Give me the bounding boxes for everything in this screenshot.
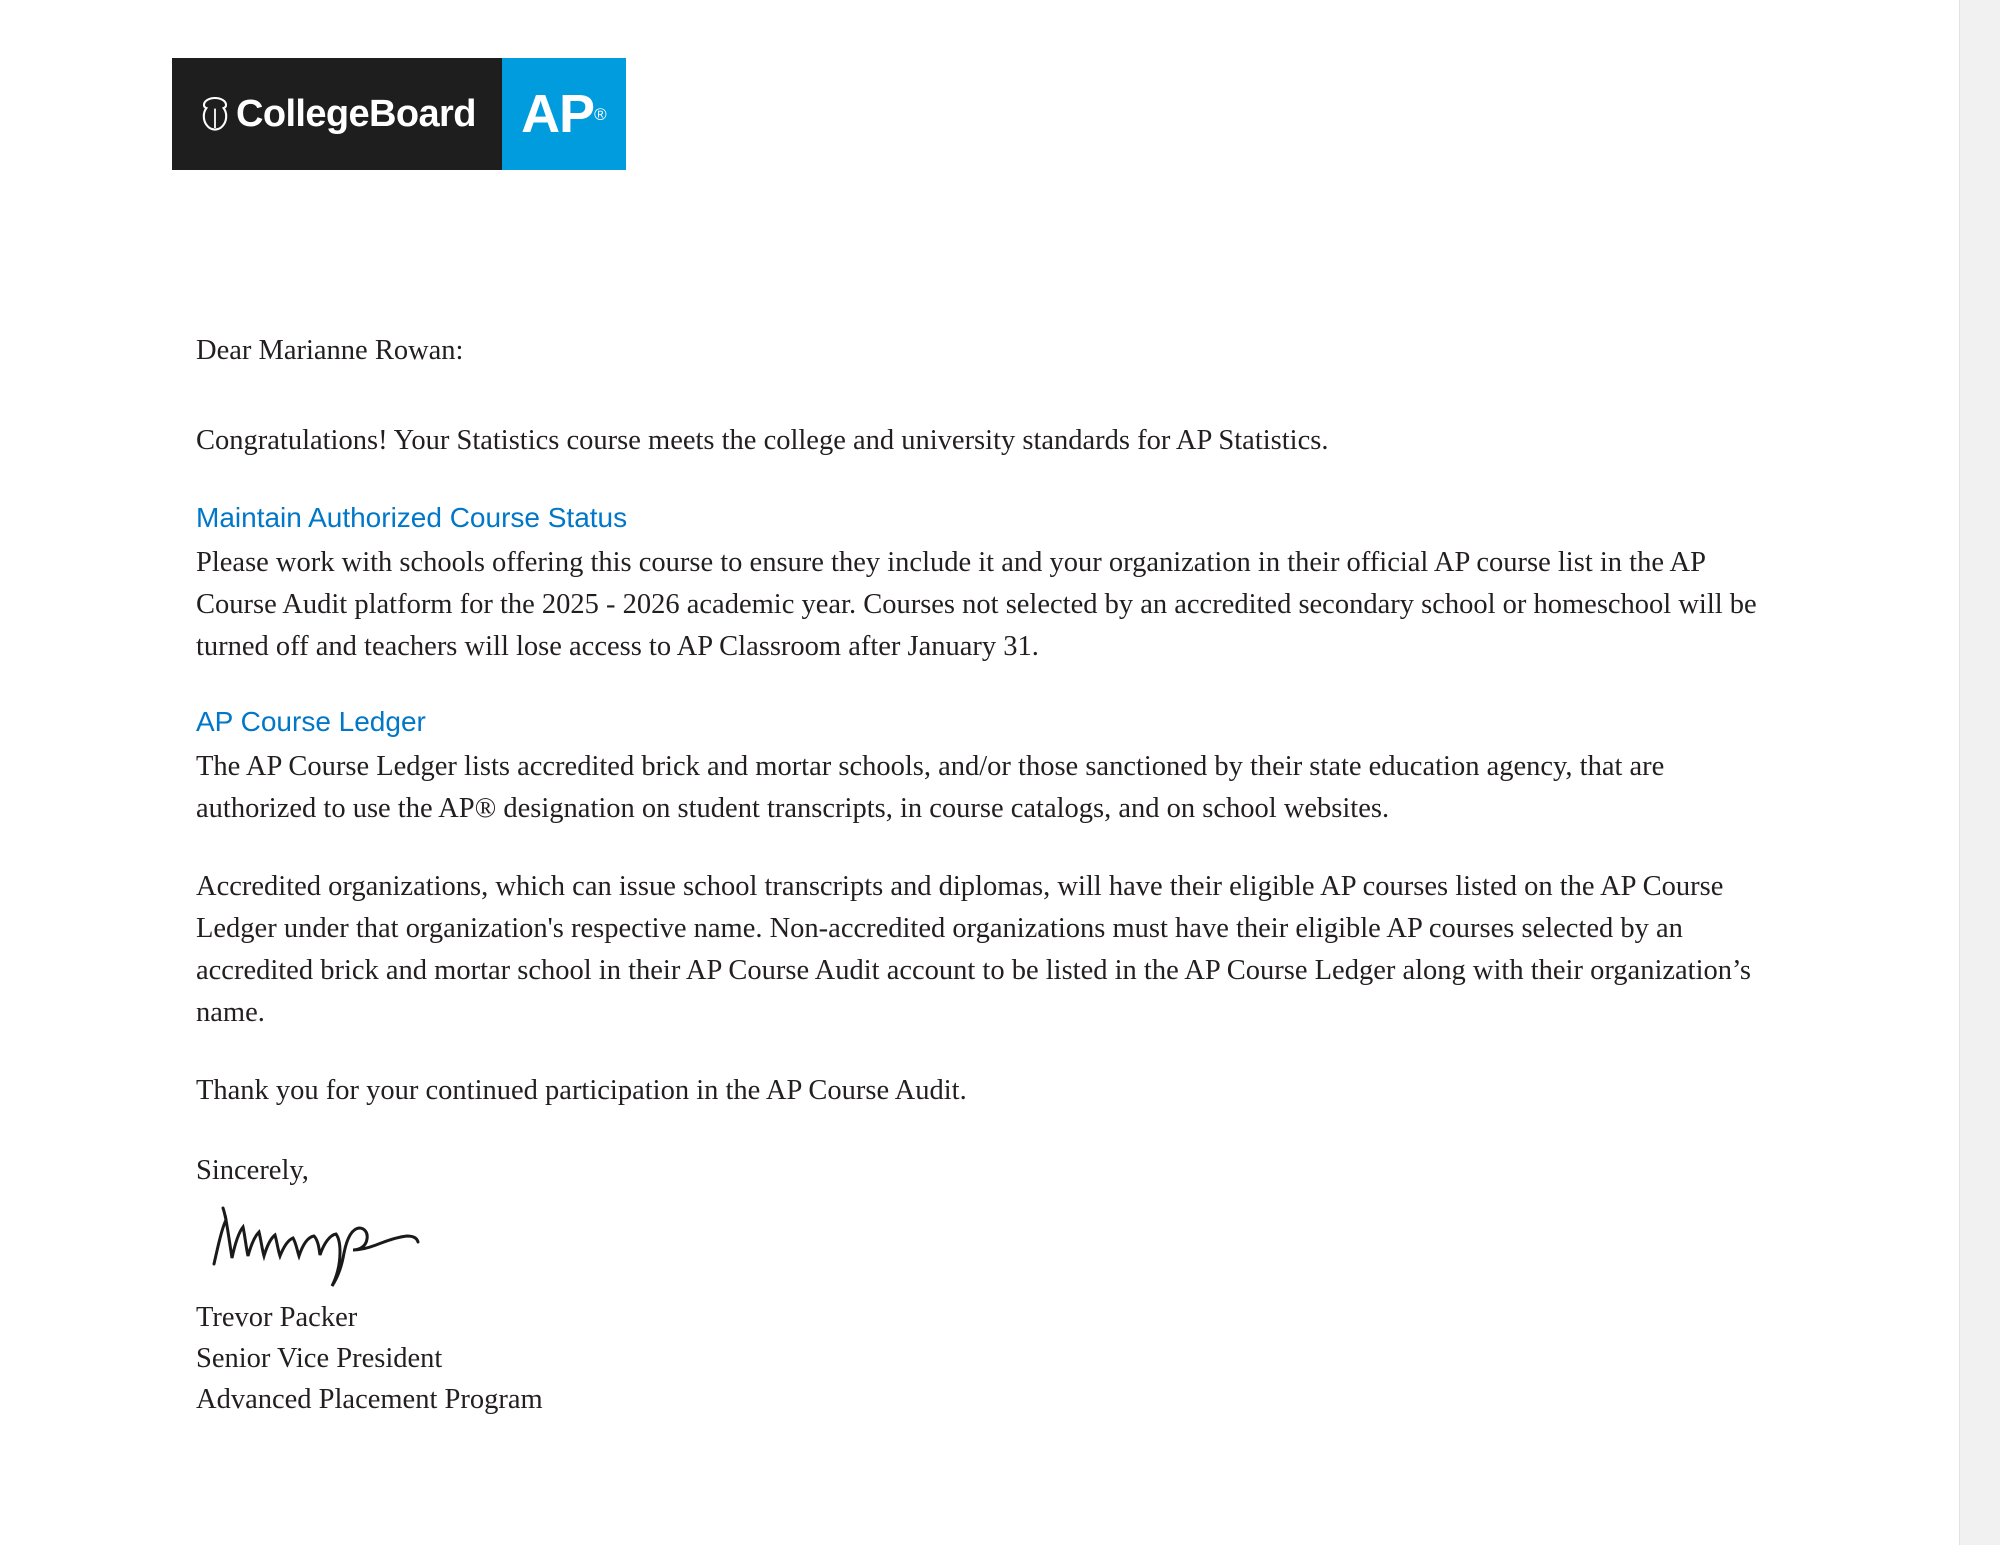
page-right-margin-strip bbox=[1959, 0, 2000, 1545]
section-body-maintain-authorized-course-status: Please work with schools offering this course to ensure they include it and your organization in their official AP course list in the AP Course Audit platform for the 2025 - 2026 academic year. Courses not selected by an accredited secondary school or homeschool will be turned off and teachers will lose access to AP Classroom after January 31. bbox=[196, 547, 1757, 662]
section-heading-maintain-authorized-course-status: Maintain Authorized Course Status bbox=[196, 502, 628, 533]
section-body-ap-course-ledger: The AP Course Ledger lists accredited brick and mortar schools, and/or those sanctioned by their state education agency, that are authorized to use the AP® designation on student transcripts, in course catalogs, and on school websites. bbox=[196, 751, 1665, 824]
intro-paragraph: Congratulations! Your Statistics course meets the college and university standards for AP Statistics. bbox=[196, 425, 1329, 456]
section-body-ap-course-ledger-continued: Accredited organizations, which can issue school transcripts and diplomas, will have their eligible AP courses listed on the AP Course Ledger under that organization's respective name. Non-accredited organizations must have their eligible AP courses selected by an accredited brick and mortar school in their AP Course Audit account to be listed in the AP Course Ledger along with their organization’s name. bbox=[196, 871, 1752, 1028]
collegeboard-wordmark: CollegeBoard bbox=[236, 92, 476, 135]
closing: Sincerely, bbox=[196, 1155, 309, 1186]
collegeboard-ap-logo bbox=[172, 58, 626, 170]
acorn-icon bbox=[200, 96, 230, 132]
signature-title: Senior Vice President bbox=[196, 1343, 443, 1374]
thanks-paragraph: Thank you for your continued participation in the AP Course Audit. bbox=[196, 1075, 967, 1106]
signature-image bbox=[208, 1198, 508, 1290]
ap-wordmark: AP bbox=[521, 84, 595, 144]
collegeboard-logo bbox=[172, 58, 502, 170]
signature-block bbox=[196, 1297, 1776, 1420]
ap-logo bbox=[502, 58, 626, 170]
section-heading-ap-course-ledger: AP Course Ledger bbox=[196, 706, 426, 737]
signature-name: Trevor Packer bbox=[196, 1302, 358, 1333]
signature-program: Advanced Placement Program bbox=[196, 1384, 543, 1415]
ap-registered-mark: ® bbox=[594, 104, 607, 124]
salutation: Dear Marianne Rowan: bbox=[196, 335, 464, 366]
letter-body bbox=[196, 330, 1776, 1420]
